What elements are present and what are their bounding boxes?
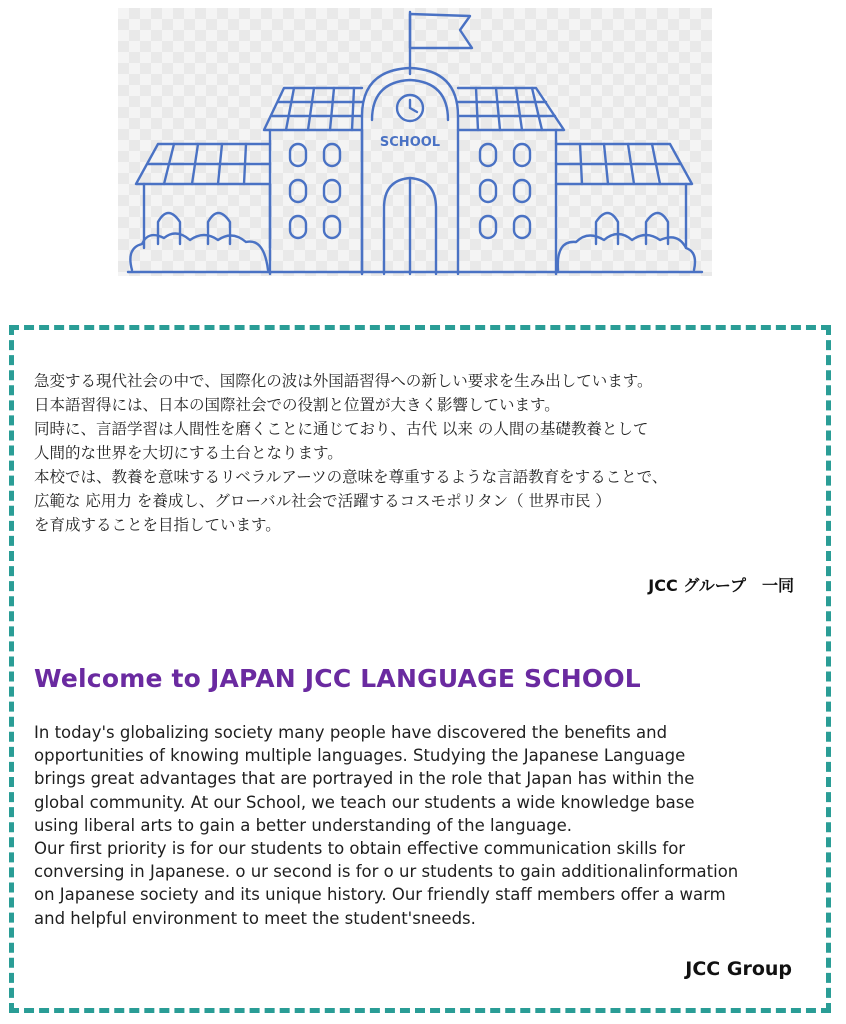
jp-line: 急変する現代社会の中で、国際化の波は外国語習得への新しい要求を生み出しています。 [34,372,653,390]
en-line: conversing in Japanese. o ur second is for o ur students to gain additionalinformation [34,862,739,882]
school-building-icon [118,8,712,276]
jp-line: 本校では、教養を意味するリベラルアーツの意味を尊重するような言語教育をすることで、 [34,468,668,486]
school-illustration [118,8,712,276]
jp-line: 人間的な世界を大切にする土台となります。 [34,444,343,462]
japanese-intro [34,369,794,537]
jp-line: 広範な 応用力 を養成し、グローバル社会で活躍するコスモポリタン（ 世界市民 ） [34,492,611,510]
en-line: using liberal arts to gain a better understanding of the language. [34,815,573,835]
en-line: opportunities of knowing multiple languages. Studying the Japanese Language [34,746,686,766]
japanese-signature: JCC グループ 一同 [648,576,794,595]
en-line: Our first priority is for our students to obtain effective communication skills for [34,839,686,859]
en-line: on Japanese society and its unique history. Our friendly staff members offer a warm [34,885,726,905]
jp-line: 日本語習得には、日本の国際社会での役割と位置が大きく影響しています。 [34,396,560,414]
en-line: In today's globalizing society many people have discovered the benefits and [34,723,668,742]
jp-line: 同時に、言語学習は人間性を磨くことに通じており、古代 以来 の人間の基礎教養として [34,420,649,438]
english-signature: JCC Group [685,958,792,980]
english-intro [34,721,814,930]
en-line: and helpful environment to meet the student'sneeds. [34,908,476,928]
school-sign: SCHOOL [379,135,441,150]
en-line: brings great advantages that are portrayed in the role that Japan has within the [34,769,695,789]
welcome-title: Welcome to JAPAN JCC LANGUAGE SCHOOL [34,664,641,693]
en-line: global community. At our School, we teach our students a wide knowledge base [34,792,695,812]
jp-line: を育成することを目指しています。 [34,516,281,534]
